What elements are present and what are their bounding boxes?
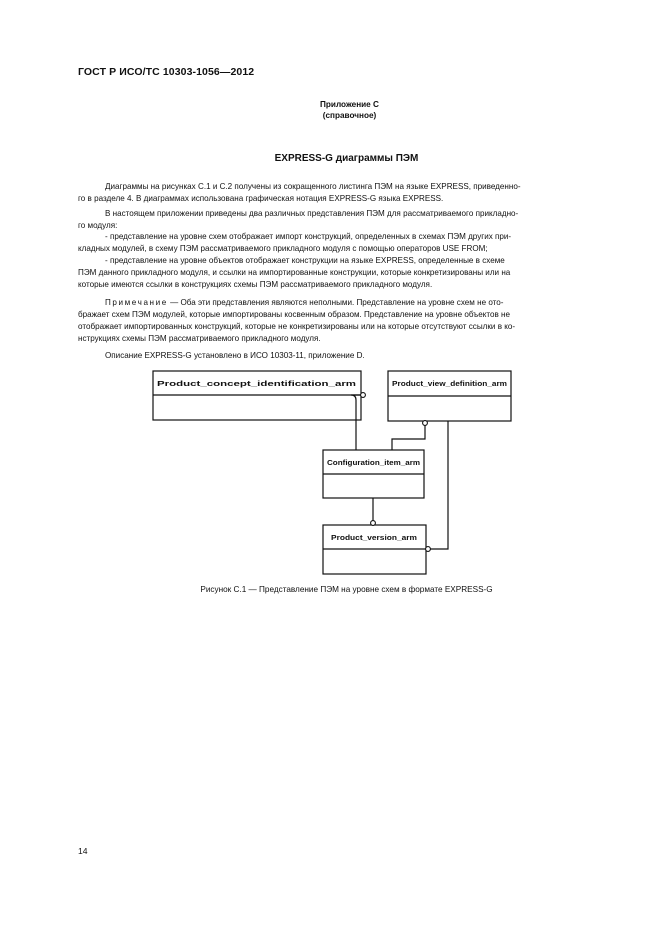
section-title: EXPRESS-G диаграммы ПЭМ [274,153,419,164]
config-box-label: Configuration_item_arm [327,458,421,467]
paragraph-2-line-1: В настоящем приложении приведены два различных представления ПЭМ для рассматриваемого прикладно- [105,209,519,218]
concept-relationship-circle [361,393,366,398]
standard-header: ГОСТ Р ИСО/ТС 10303-1056—2012 [78,66,255,78]
bullet-1-line-1: - представление на уровне схем отображает импорт конструкций, определенных в схемах ПЭМ других при- [105,232,512,241]
config-to-concept-line [351,395,365,450]
paragraph-1-line-1: Диаграммы на рисунках C.1 и C.2 получены из сокращенного листинга ПЭМ на языке EXPRESS, приведенно- [105,182,521,191]
note-label: Примечание [105,298,168,307]
version-view-relationship-circle [426,547,431,552]
annex-type: (справочное) [322,111,377,120]
annex-title: Приложение C [320,100,379,109]
paragraph-3: Описание EXPRESS-G установлено в ИСО 10303-11, приложение D. [105,351,365,360]
note-line-2: бражает схем ПЭМ модулей, которые импортированы косвенным образом. Представление на уровне объектов не [78,310,511,319]
version-to-view-line [430,421,448,549]
concept-box-label: Product_concept_identification_arm [157,379,357,388]
bullet-2-line-1: - представление на уровне объектов отображает конструкции на языке EXPRESS, определенные в схеме [105,256,505,265]
bullet-2-line-3: которые имеются ссылки в конструкциях схемы ПЭМ рассматриваемого прикладного модуля. [78,280,433,289]
paragraph-1-line-2: го в разделе 4. В диаграммах использована графическая нотация EXPRESS-G языка EXPRESS. [78,194,444,203]
bullet-2-line-2: ПЭМ данного прикладного модуля, и ссылки на импортированные конструкции, которые конкретизированы или на [78,268,511,277]
bullet-1-line-2: кладных модулей, в схему ПЭМ рассматриваемого прикладного модуля с помощью операторов USE FROM; [78,244,488,253]
view-relationship-circle [423,421,428,426]
note-line-4: нструкциях схемы ПЭМ рассматриваемого прикладного модуля. [78,334,321,343]
version-box-label: Product_version_arm [331,533,418,542]
version-config-relationship-circle [371,521,376,526]
page-number: 14 [78,846,88,856]
note-line-3: отображает импортированных конструкций, которые не конкретизированы или на которые отсутствуют ссылки в ко- [78,322,516,331]
config-to-view-line [392,425,425,450]
paragraph-2-line-2: го модуля: [78,221,118,230]
note-first-text: — Оба эти представления являются неполными. Представление на уровне схем не ото- [170,298,504,307]
view-box-label: Product_view_definition_arm [392,379,508,388]
figure-caption: Рисунок C.1 — Представление ПЭМ на уровне схем в формате EXPRESS-G [200,585,493,594]
